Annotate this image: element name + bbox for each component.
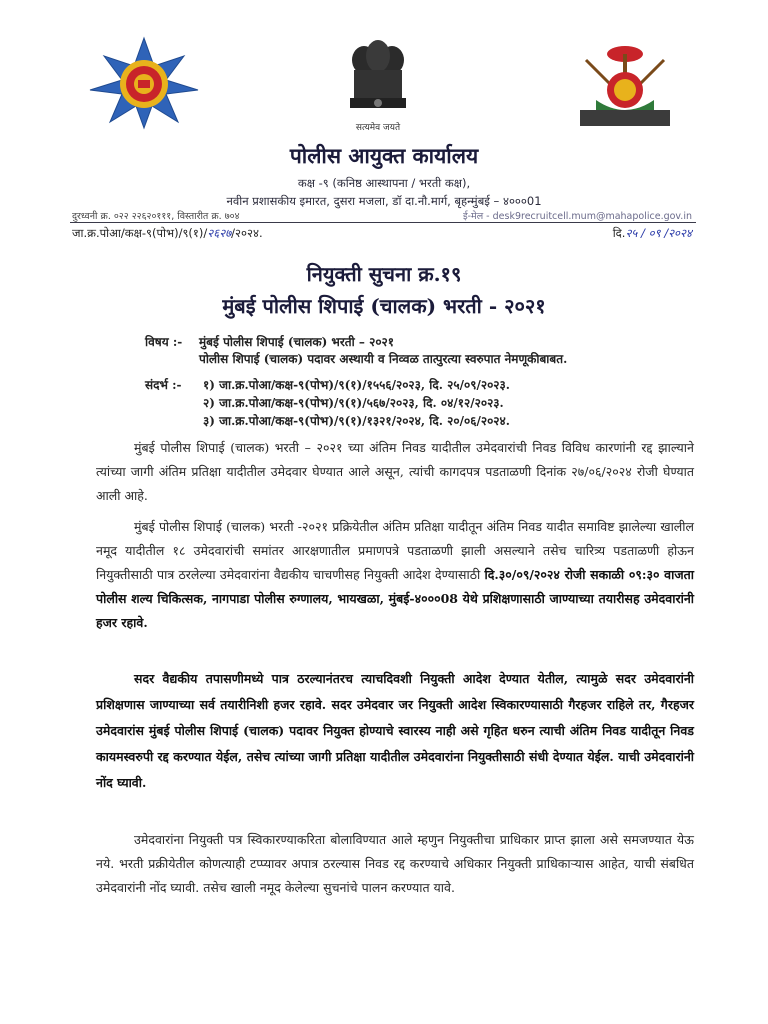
notice-title: नियुक्ती सुचना क्र.१९	[306, 262, 462, 286]
email-address: ई-मेल - desk9recruitcell.mum@mahapolice.gov.in	[462, 211, 692, 222]
references-block	[145, 376, 705, 430]
paragraph-2	[96, 515, 694, 635]
reference-date-printed: दि.	[612, 226, 626, 240]
subject-block	[145, 334, 705, 368]
reference-number	[72, 226, 263, 241]
subject-line-2: पोलीस शिपाई (चालक) पदावर अस्थायी व निव्वळ तात्पुरत्या स्वरुपात नेमणूकीबाबत.	[199, 352, 568, 366]
paragraph-2-intro: मुंबई पोलीस शिपाई (चालक) भरती -२०२१ प्रक्रियेतील अंतिम प्रतिक्षा यादीतून अंतिम निवड यादीत समाविष्ट झालेल्या खालील नमूद यादीतील १८ उमेदवारांची समांतर आरक्षणातील प्रमाणपत्रे पडताळणी झाली असल्याने तसेच चारित्र्य पडताळणी होऊन नियुक्तीसाठी पात्र ठरलेल्या उमेदवारांना वैद्यकीय चाचणीसह नियुक्ती आदेश देण्यासाठी	[96, 519, 694, 582]
ashoka-emblem-icon	[340, 38, 416, 138]
reference-number-suffix: /२०२४.	[231, 226, 263, 240]
reference-item: २) जा.क्र.पोआ/कक्ष-९(पोभ)/९(१)/५६७/२०२३, दि. ०४/१२/२०२३.	[203, 396, 504, 410]
references-label: संदर्भ :-	[145, 378, 182, 392]
reference-item: १) जा.क्र.पोआ/कक्ष-९(पोभ)/९(१)/१५५६/२०२३, दि. २५/०९/२०२३.	[203, 378, 510, 392]
reference-item: ३) जा.क्र.पोआ/कक्ष-९(पोभ)/९(१)/१३२१/२०२४, दि. २०/०६/२०२४.	[203, 414, 510, 428]
paragraph-3: सदर वैद्यकीय तपासणीमध्ये पात्र ठरल्यानंतरच त्याचदिवशी नियुक्ती आदेश देण्यात येतील, त्यामुळे सदर उमेदवारांनी प्रशिक्षणास जाण्याच्या सर्व तयारीनिशी हजर रहावे. सदर उमेदवार जर नियुक्ती आदेश स्विकारण्यासाठी गैरहजर राहिले तर, गैरहजर उमेदवारांस मुंबई पोलीस शिपाई (चालक) पदावर नियुक्त होण्याचे स्वारस्य नाही असे गृहित धरुन त्याची अंतिम निवड यादीतून निवड कायमस्वरुपी रद्द करण्यात येईल, तसेच त्यांच्या जागी प्रतिक्षा यादीतील उमेदवारांना नियुक्तीसाठी संधी देण्यात येईल. याची उमेदवारांनी नोंद घ्यावी.	[96, 671, 694, 790]
emblem-motto: सत्यमेव जयते	[355, 123, 401, 133]
mumbai-police-emblem-icon	[86, 36, 202, 130]
phone-number: दुरध्वनी क्र. ०२२ २२६२०१११, विस्तारीत क्र. ७०४	[72, 211, 240, 222]
maharashtra-police-crest-icon	[566, 40, 684, 134]
office-title: पोलीस आयुक्त कार्यालय	[289, 143, 479, 168]
paragraph-1: मुंबई पोलीस शिपाई (चालक) भरती – २०२१ च्या अंतिम निवड यादीतील उमेदवारांची निवड विविध कारणांनी रद्द झाल्याने त्यांच्या जागी अंतिम प्रतिक्षा यादीतील उमेदवार घेण्यात आले असून, त्यांची कागदपत्र पडताळणी दिनांक २७/०६/२०२४ रोजी घेण्यात आली आहे.	[96, 440, 694, 503]
reference-number-handwritten: २६२७	[207, 226, 232, 240]
subject-label: विषय :-	[145, 335, 183, 349]
subject-line-1: मुंबई पोलीस शिपाई (चालक) भरती – २०२१	[199, 335, 395, 349]
address-line-2: नवीन प्रशासकीय इमारत, दुसरा मजला, डॉ दा.नौ.मार्ग, बृहन्मुंबई – ४०००01	[226, 194, 542, 208]
reference-date-handwritten: २५ / ०९ /२०२४	[625, 226, 692, 240]
reference-date	[613, 226, 692, 241]
reference-number-printed: जा.क्र.पोआ/कक्ष-९(पोभ)/९(१)/	[72, 226, 208, 240]
header-divider	[70, 222, 696, 223]
address-line-1: कक्ष -९ (कनिष्ठ आस्थापना / भरती कक्ष),	[297, 176, 471, 190]
recruitment-title: मुंबई पोलीस शिपाई (चालक) भरती - २०२१	[222, 294, 546, 318]
paragraph-2-schedule: दि.३०/०९/२०२४ रोजी सकाळी ०९:३० वाजता पोलीस शल्य चिकित्सक, नागपाडा पोलीस रुग्णालय, भायखळा, मुंबई-४०००08 येथे प्रशिक्षणासाठी जाण्याच्या तयारीसह उमेदवारांनी हजर रहावे.	[96, 567, 694, 630]
paragraph-4: उमेदवारांना नियुक्ती पत्र स्विकारण्याकरिता बोलाविण्यात आले म्हणुन नियुक्तीचा प्राधिकार प्राप्त झाला असे समजण्यात येऊ नये. भरती प्रक्रीयेतील कोणत्याही टप्प्यावर अपात्र ठरल्यास निवड रद्द करण्याचे अधिकार नियुक्ती प्राधिकाऱ्यास आहेत, याची संबधित उमेदवारांनी नोंद घ्यावी. तसेच खाली नमूद केलेल्या सुचनांचे पालन करण्यात यावे.	[96, 832, 694, 895]
